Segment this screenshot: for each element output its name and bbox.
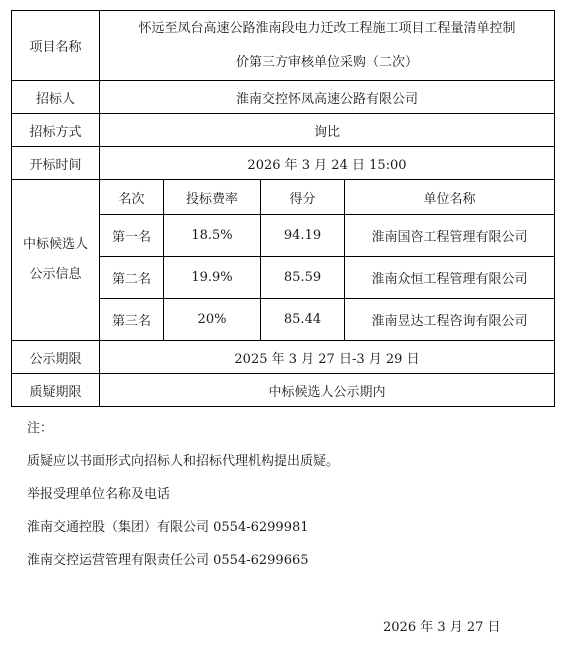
notes-section [27,412,547,577]
notes-line-objection: 质疑应以书面形式向招标人和招标代理机构提出质疑。 [27,454,340,469]
candidates-label-line2: 公示信息 [29,267,82,282]
open-time-label: 开标时间 [12,147,100,180]
project-name-label: 项目名称 [12,11,100,81]
candidate-score: 94.19 [261,215,345,257]
open-time-row [12,147,555,180]
method-label: 招标方式 [12,114,100,147]
objection-value: 中标候选人公示期内 [100,374,555,407]
objection-row [12,374,555,407]
method-row [12,114,555,147]
tenderer-value: 淮南交控怀凤高速公路有限公司 [100,81,555,114]
publicity-label: 公示期限 [12,341,100,374]
candidate-unit: 淮南众恒工程管理有限公司 [345,257,555,299]
candidate-score: 85.59 [261,257,345,299]
open-time-value: 2026 年 3 月 24 日 15:00 [100,147,555,180]
candidate-rank: 第一名 [100,215,164,257]
header-score: 得分 [261,180,345,215]
header-rank: 名次 [100,180,164,215]
bid-result-table [11,10,555,407]
candidate-score: 85.44 [261,299,345,341]
tenderer-row [12,81,555,114]
method-value: 询比 [100,114,555,147]
notes-heading: 注： [27,421,54,436]
notes-line-contact-2: 淮南交控运营管理有限责任公司 0554-6299665 [27,553,309,568]
candidate-unit: 淮南昱达工程咨询有限公司 [345,299,555,341]
tenderer-label: 招标人 [12,81,100,114]
candidate-unit: 淮南国咨工程管理有限公司 [345,215,555,257]
candidates-label-line1: 中标候选人 [22,237,88,252]
candidates-label [12,180,100,341]
project-name-line1: 怀远至凤台高速公路淮南段电力迁改工程施工项目工程量清单控制 [138,20,516,36]
header-rate: 投标费率 [164,180,261,215]
publicity-value: 2025 年 3 月 27 日-3 月 29 日 [100,341,555,374]
notes-line-contact-1: 淮南交通控股（集团）有限公司 0554-6299981 [27,520,309,535]
candidate-rank: 第三名 [100,299,164,341]
candidate-rate: 20% [164,299,261,341]
project-name-value [100,11,555,81]
notes-line-report: 举报受理单位名称及电话 [27,487,171,502]
issue-date: 2026 年 3 月 27 日 [383,620,501,635]
candidates-header-row [12,180,555,215]
objection-label: 质疑期限 [12,374,100,407]
header-unit: 单位名称 [345,180,555,215]
candidate-rate: 18.5% [164,215,261,257]
candidate-rank: 第二名 [100,257,164,299]
publicity-row [12,341,555,374]
project-name-line2: 价第三方审核单位采购（二次） [235,54,418,70]
candidate-rate: 19.9% [164,257,261,299]
project-name-row [12,11,555,81]
